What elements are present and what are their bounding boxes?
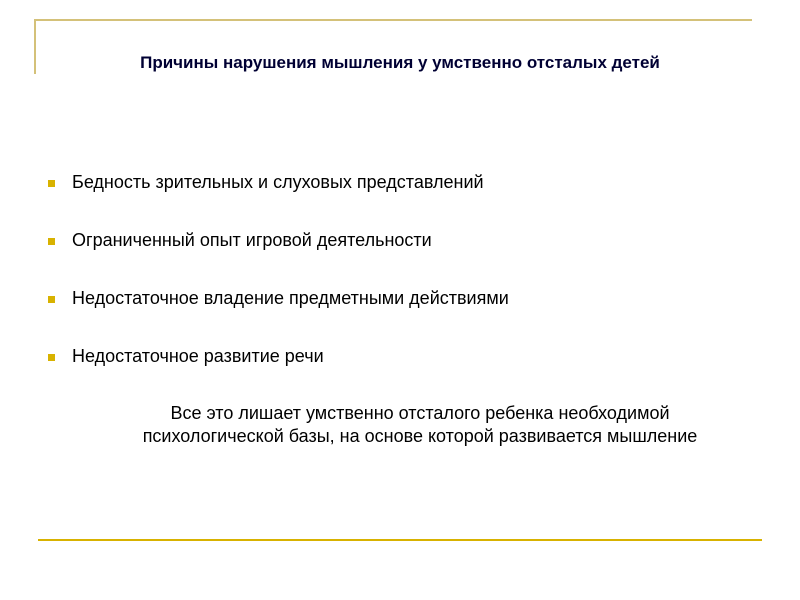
slide-title: Причины нарушения мышления у умственно отсталых детей bbox=[140, 53, 660, 72]
list-item bbox=[48, 170, 509, 228]
bottom-divider bbox=[38, 539, 762, 541]
square-bullet-icon bbox=[48, 296, 55, 303]
bullet-text: Недостаточное владение предметными действиями bbox=[72, 288, 509, 308]
list-item bbox=[48, 228, 509, 286]
frame-top-line bbox=[34, 19, 752, 21]
square-bullet-icon bbox=[48, 354, 55, 361]
summary-text: Все это лишает умственно отсталого ребенка необходимой психологической базы, на основе которой развивается мышление bbox=[142, 403, 698, 446]
square-bullet-icon bbox=[48, 180, 55, 187]
square-bullet-icon bbox=[48, 238, 55, 245]
bullet-list bbox=[48, 170, 509, 402]
list-item bbox=[48, 344, 509, 402]
bullet-text: Бедность зрительных и слуховых представлений bbox=[72, 172, 484, 192]
bullet-text: Недостаточное развитие речи bbox=[72, 346, 324, 366]
bullet-text: Ограниченный опыт игровой деятельности bbox=[72, 230, 432, 250]
list-item bbox=[48, 286, 509, 344]
